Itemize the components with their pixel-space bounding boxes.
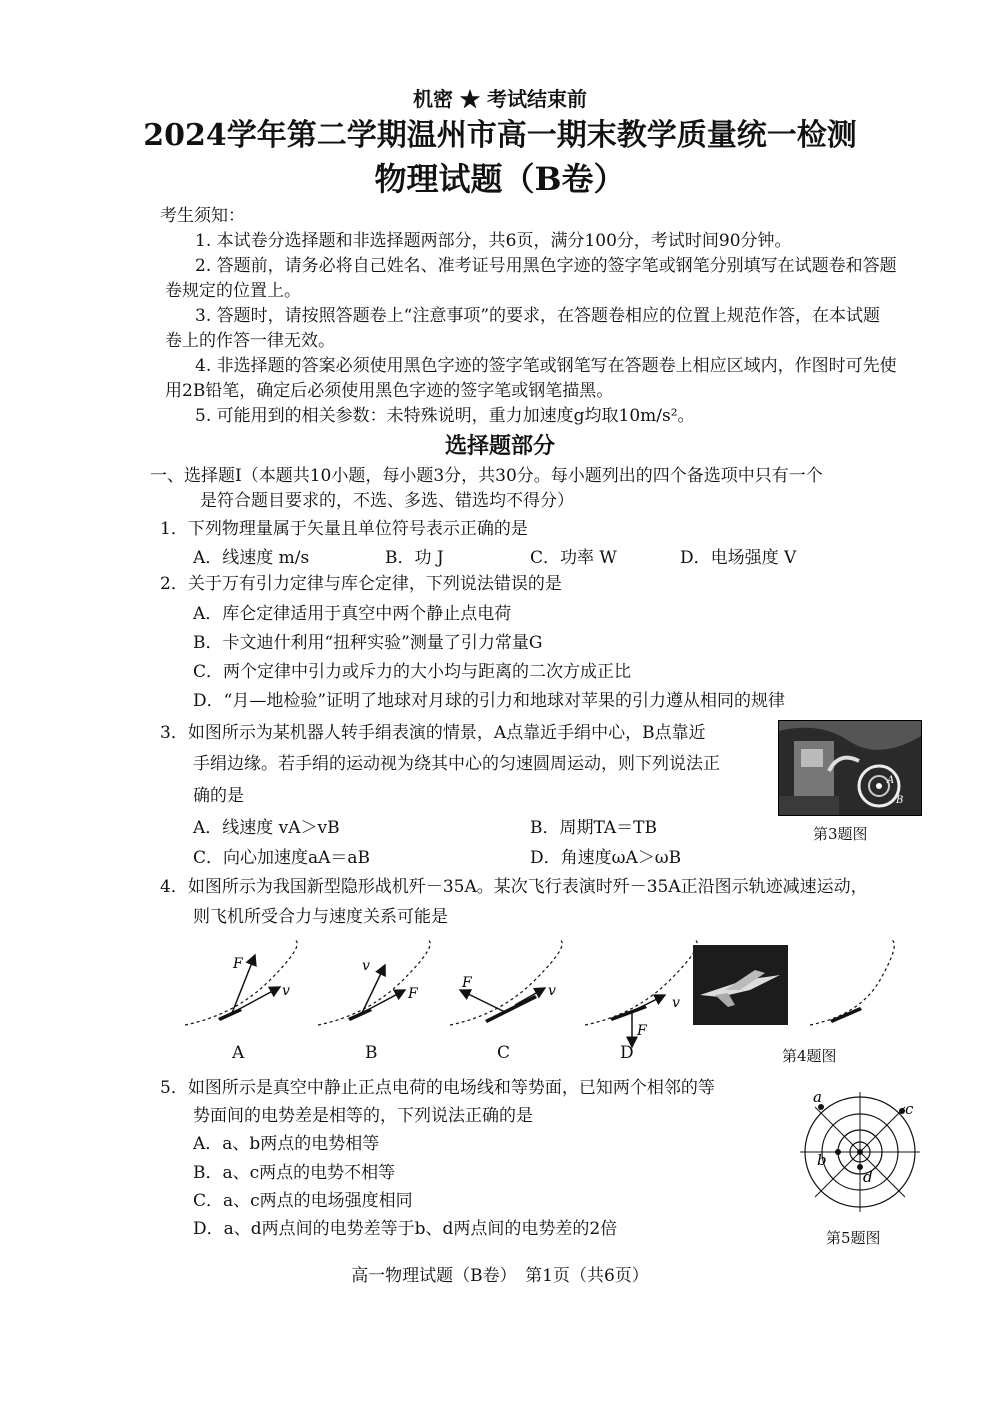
point-a-label: a (813, 1090, 822, 1106)
notice-line: 5. 可能用到的相关参数：未特殊说明，重力加速度g均取10m/s²。 (195, 406, 695, 426)
confidential-mark: 机密 ★ 考试结束前 (413, 87, 587, 111)
q3-option-b: B．周期TA＝TB (530, 818, 658, 838)
q4-stem: 4．如图所示为我国新型隐形战机歼－35A。某次飞行表演时歼－35A正沿图示轨迹减速运动， (160, 877, 868, 897)
notice-line: 用2B铅笔，确定后必须使用黑色字迹的签字笔或钢笔描黑。 (165, 381, 614, 401)
exam-subtitle: 物理试题（B卷） (374, 160, 626, 198)
q4-label-b: B (365, 1043, 378, 1063)
q4-label-c: C (497, 1043, 511, 1063)
point-c-label: c (905, 1100, 914, 1118)
q4-diagram-a (185, 940, 297, 1025)
q4-diagram-b (318, 940, 430, 1025)
q3-stem: 3．如图所示为某机器人转手绢表演的情景，A点靠近手绢中心，B点靠近 (160, 723, 706, 743)
q3-option-c: C．向心加速度aA＝aB (193, 848, 371, 868)
q2-option-b: B．卡文迪什利用“扭秤实验”测量了引力常量G (193, 633, 543, 653)
photo-point-a: A (887, 775, 895, 786)
notice-line: 2. 答题前，请务必将自己姓名、准考证号用黑色字迹的签字笔或钢笔分别填写在试题卷和答题 (195, 256, 897, 276)
q3-figure-caption: 第3题图 (813, 825, 868, 843)
q3-option-a: A．线速度 vA＞vB (193, 818, 340, 838)
q5-option-c: C．a、c两点的电场强度相同 (193, 1191, 413, 1211)
q5-stem: 5．如图所示是真空中静止正点电荷的电场线和等势面，已知两个相邻的等 (160, 1078, 715, 1098)
q2-option-d: D．“月—地检验”证明了地球对月球的引力和地球对苹果的引力遵从相同的规律 (193, 691, 786, 711)
notice-line: 3. 答题时，请按照答题卷上“注意事项”的要求，在答题卷相应的位置上规范作答，在本试题 (195, 306, 881, 326)
section-instruction: 是符合题目要求的，不选、多选、错选均不得分） (200, 491, 574, 511)
notice-line: 1. 本试卷分选择题和非选择题两部分，共6页，满分100分，考试时间90分钟。 (195, 231, 792, 251)
q4-label-d: D (620, 1043, 634, 1063)
notice-line: 卷上的作答一律无效。 (165, 331, 335, 351)
q1-option-c: C．功率 W (530, 548, 617, 568)
q3-option-d: D．角速度ωA＞ωB (530, 848, 682, 868)
q5-stem: 势面间的电势差是相等的，下列说法正确的是 (193, 1106, 533, 1126)
section-instruction: 一、选择题Ⅰ（本题共10小题，每小题3分，共30分。每小题列出的四个备选项中只有一个 (150, 466, 823, 486)
photo-point-b: B (896, 795, 904, 806)
page-footer: 高一物理试题（B卷） 第1页（共6页） (351, 1266, 649, 1286)
force-label: F (408, 986, 418, 1002)
q4-reference-trajectory (810, 940, 894, 1025)
point-d-label: d (863, 1168, 873, 1186)
exam-title: 2024学年第二学期温州市高一期末教学质量统一检测 (143, 118, 857, 153)
force-label: F (637, 1023, 647, 1039)
q1-option-b: B．功 J (385, 548, 444, 568)
q3-stem: 确的是 (193, 786, 244, 806)
q4-diagram-c (450, 940, 562, 1025)
q1-stem: 1．下列物理量属于矢量且单位符号表示正确的是 (160, 519, 528, 539)
notice-heading: 考生须知： (160, 206, 245, 226)
q2-stem: 2．关于万有引力定律与库仑定律，下列说法错误的是 (160, 574, 562, 594)
q4-stem: 则飞机所受合力与速度关系可能是 (193, 907, 448, 927)
q4-figure-caption: 第4题图 (782, 1047, 837, 1065)
point-b-label: b (817, 1151, 827, 1169)
robot-handkerchief-photo (778, 720, 922, 816)
q3-stem: 手绢边缘。若手绢的运动视为绕其中心的匀速圆周运动，则下列说法正 (193, 754, 720, 774)
velocity-label: v (282, 983, 290, 999)
q5-figure-caption: 第5题图 (826, 1229, 881, 1247)
section-title: 选择题部分 (444, 433, 555, 459)
robot-photo-drawing (779, 721, 921, 815)
velocity-label: v (672, 995, 680, 1011)
q5-option-d: D．a、d两点间的电势差等于b、d两点间的电势差的2倍 (193, 1219, 618, 1239)
q5-option-b: B．a、c两点的电势不相等 (193, 1163, 396, 1183)
q1-option-d: D．电场强度 V (680, 548, 797, 568)
q2-option-a: A．库仑定律适用于真空中两个静止点电荷 (193, 604, 512, 624)
velocity-label: v (362, 958, 370, 974)
force-label: F (233, 956, 243, 972)
q4-label-a: A (232, 1043, 245, 1063)
q4-diagram-d (585, 940, 697, 1047)
notice-line: 4. 非选择题的答案必须使用黑色字迹的签字笔或钢笔写在答题卷上相应区域内，作图时可先使 (195, 356, 897, 376)
force-label: F (462, 975, 472, 991)
velocity-label: v (548, 983, 556, 999)
q2-option-c: C．两个定律中引力或斥力的大小均与距离的二次方成正比 (193, 662, 632, 682)
j35a-jet-photo (693, 945, 788, 1025)
notice-line: 卷规定的位置上。 (165, 281, 301, 301)
q1-option-a: A．线速度 m/s (193, 548, 310, 568)
q5-field-diagram (795, 1090, 925, 1215)
q5-option-a: A．a、b两点的电势相等 (193, 1134, 380, 1154)
